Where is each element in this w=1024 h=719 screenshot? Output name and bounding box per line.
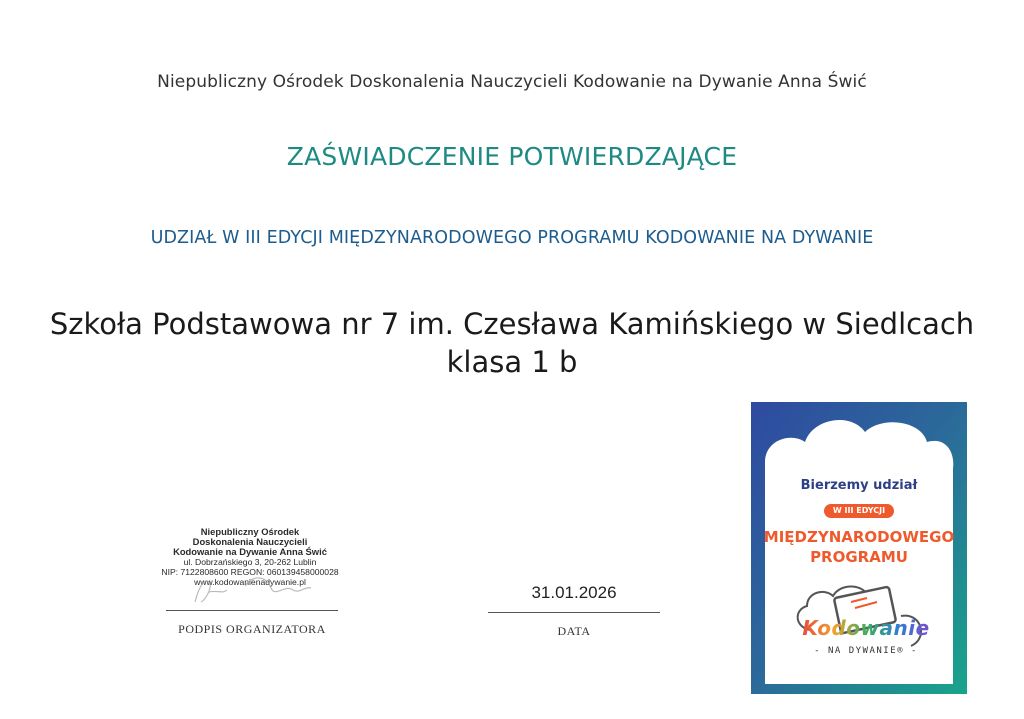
badge-program-line2: PROGRAMU: [810, 548, 908, 566]
date-caption: DATA: [557, 624, 591, 638]
stamp-line: Doskonalenia Nauczycieli: [192, 536, 308, 547]
handwritten-signature: [175, 568, 335, 608]
organizer-signature-line: [166, 610, 338, 611]
badge-logo-text: Kodowanie: [802, 616, 930, 640]
badge-logo-subtitle: - NA DYWANIE® -: [814, 646, 918, 656]
stamp-line: Niepubliczny Ośrodek: [200, 526, 300, 537]
organization-header: Niepubliczny Ośrodek Doskonalenia Nauczycieli Kodowanie na Dywanie Anna Świć: [157, 72, 867, 92]
date-value: 31.01.2026: [531, 583, 617, 602]
badge-logo-wordmark: [791, 616, 941, 640]
class-name: klasa 1 b: [446, 345, 578, 379]
date-line: [488, 612, 660, 613]
stamp-line: ul. Dobrzańskiego 3, 20-262 Lublin: [183, 557, 317, 567]
badge-headline: Bierzemy udział: [800, 478, 918, 493]
stamp-line: www.kodowanienadywanie.pl: [194, 577, 306, 587]
badge-program-line1: MIĘDZYNARODOWEGO: [763, 528, 955, 546]
school-name: Szkoła Podstawowa nr 7 im. Czesława Kamińskiego w Siedlcach: [49, 307, 975, 341]
stamp-line: NIP: 7122808600 REGON: 060139458000028: [161, 567, 339, 577]
certificate-subtitle: UDZIAŁ W III EDYCJI MIĘDZYNARODOWEGO PROGRAMU KODOWANIE NA DYWANIE: [150, 228, 874, 248]
program-badge: [751, 402, 967, 694]
organizer-caption: PODPIS ORGANIZATORA: [178, 622, 326, 636]
badge-edition-text: W III EDYCJI: [832, 506, 886, 515]
stamp-line: Kodowanie na Dywanie Anna Świć: [173, 546, 327, 557]
certificate-title: ZAŚWIADCZENIE POTWIERDZAJĄCE: [286, 142, 738, 171]
